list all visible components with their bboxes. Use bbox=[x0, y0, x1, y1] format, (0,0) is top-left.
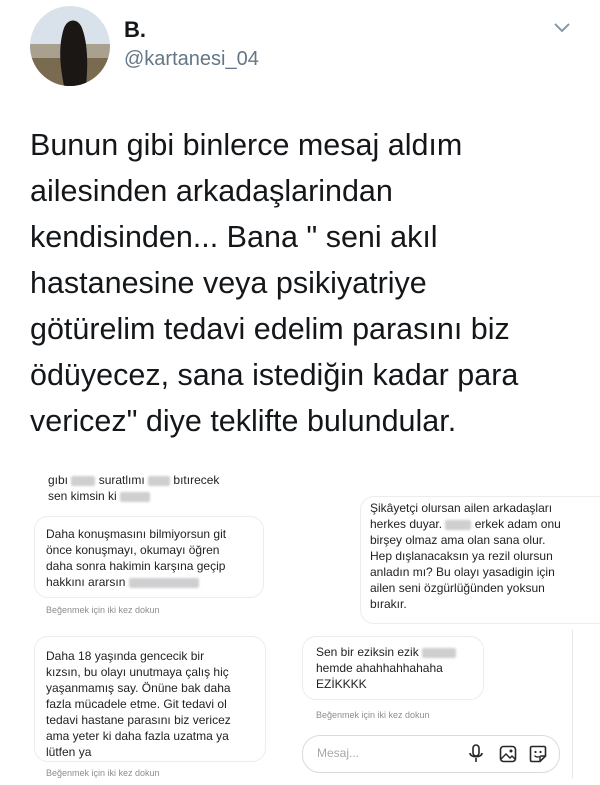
redacted-text bbox=[120, 492, 150, 502]
message-text: Daha konuşmasını bilmiyorsun git önce konuşmayı, okumayı öğren daha sonra hakimin karşına geçip hakkını ararsın bbox=[46, 527, 227, 589]
redacted-text bbox=[71, 476, 95, 486]
redacted-text bbox=[445, 520, 471, 530]
tweet-line: hastanesine veya psikiyatriye bbox=[30, 266, 427, 300]
message-screenshot-1 bbox=[38, 466, 270, 506]
message-screenshot-4 bbox=[358, 492, 600, 626]
tweet-text bbox=[30, 122, 580, 444]
sticker-icon[interactable] bbox=[529, 745, 547, 763]
message-screenshot-5 bbox=[302, 630, 573, 778]
display-name[interactable]: B. bbox=[124, 17, 146, 42]
message-input[interactable]: Mesaj... bbox=[317, 746, 360, 760]
message-text: gıbı suratlımı bıtırecek sen kimsin ki bbox=[48, 473, 220, 503]
redacted-text bbox=[129, 578, 199, 588]
redacted-text bbox=[422, 648, 456, 658]
tweet-line: vericez" diye teklifte bulundular. bbox=[30, 404, 457, 438]
chevron-down-icon[interactable] bbox=[553, 22, 571, 34]
image-icon[interactable] bbox=[499, 745, 517, 763]
like-hint[interactable]: Beğenmek için iki kez dokun bbox=[46, 605, 160, 615]
message-text: Şikâyetçi olursan ailen arkadaşları herkes duyar. erkek adam onu birşey olmaz ama olan sana olur. Hep dışlanacaksın ya rezil olursun anladın mı? Bu olayı yasadigin için ailen seni özgürlüğünden yoksun bırakır. bbox=[370, 501, 561, 611]
redacted-text bbox=[148, 476, 170, 486]
avatar-photo bbox=[30, 6, 110, 86]
tweet-line: götürelim tedavi edelim parasını biz bbox=[30, 312, 510, 346]
message-composer[interactable] bbox=[302, 735, 560, 773]
tweet-line: kendisinden... Bana " seni akıl bbox=[30, 220, 438, 254]
avatar[interactable] bbox=[30, 6, 110, 86]
message-screenshot-3 bbox=[34, 636, 274, 784]
like-hint[interactable]: Beğenmek için iki kez dokun bbox=[46, 768, 160, 778]
tweet-line: ödüyecez, sana istediğin kadar para bbox=[30, 358, 519, 392]
like-hint[interactable]: Beğenmek için iki kez dokun bbox=[316, 710, 430, 720]
message-text: Daha 18 yaşında gencecik bir kızsın, bu olayı unutmaya çalış hiç yaşanmamış say. Önüne bak daha fazla mücadele etme. Git tedavi ol tedavi hastane parasını biz vericez ama yeter ki daha fazla uzatma ya lütfen ya bbox=[46, 649, 231, 759]
message-text: Sen bir eziksin ezik hemde ahahhahhahaha EZİKKKK bbox=[316, 644, 456, 692]
message-screenshot-2 bbox=[34, 516, 272, 618]
tweet-line: Bunun gibi binlerce mesaj aldım bbox=[30, 128, 463, 162]
tweet-line: ailesinden arkadaşlarindan bbox=[30, 174, 393, 208]
microphone-icon[interactable] bbox=[468, 744, 484, 764]
user-handle[interactable]: @kartanesi_04 bbox=[124, 48, 259, 70]
